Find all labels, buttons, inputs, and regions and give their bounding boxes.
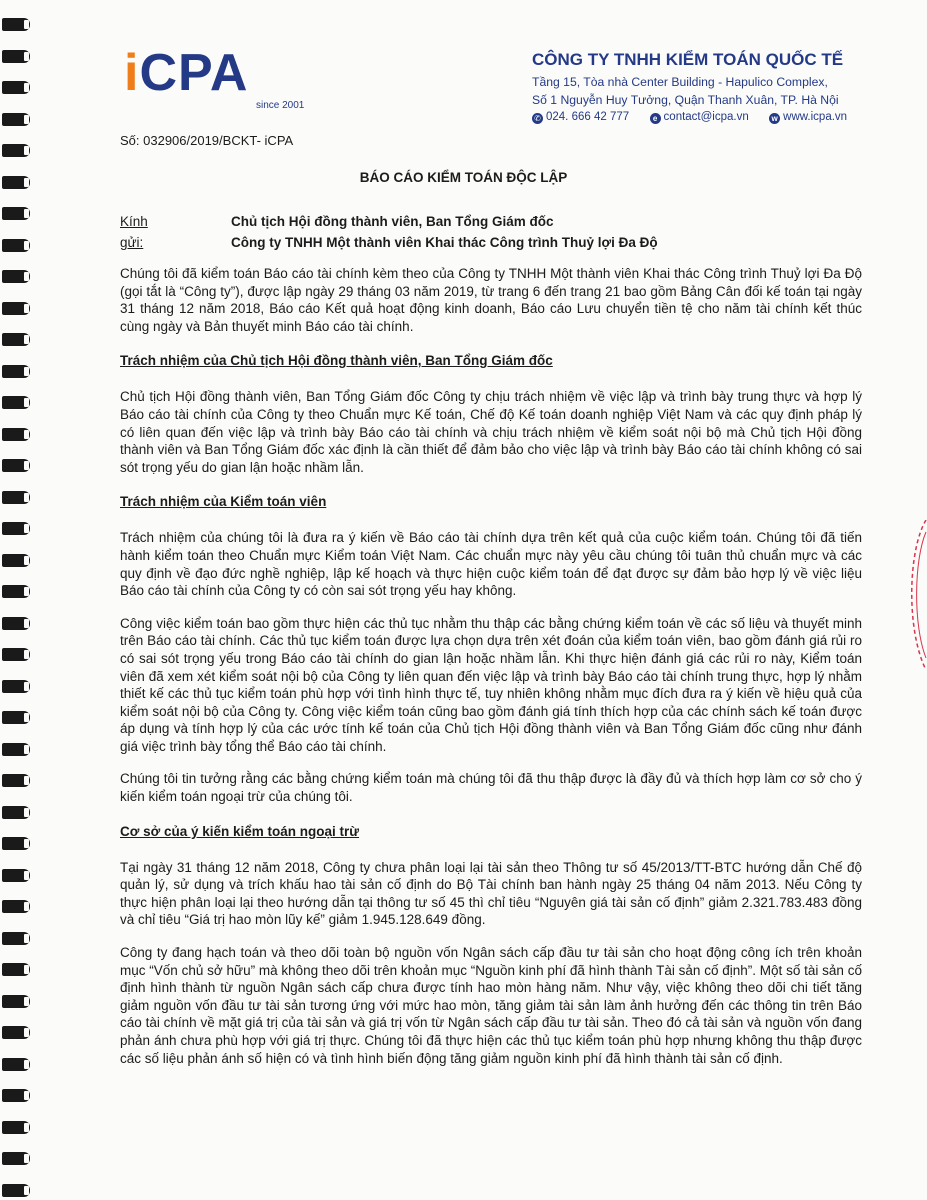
binding-ring bbox=[2, 554, 30, 567]
binding-ring bbox=[2, 1089, 30, 1102]
binding-ring bbox=[2, 1026, 30, 1039]
binding-ring bbox=[2, 1184, 30, 1197]
section-heading-auditor-responsibility: Trách nhiệm của Kiểm toán viên bbox=[120, 494, 327, 510]
binding-ring bbox=[2, 837, 30, 850]
addressee-line-2: Công ty TNHH Một thành viên Khai thác Công trình Thuỷ lợi Đa Độ bbox=[231, 235, 658, 250]
binding-ring bbox=[2, 207, 30, 220]
phone-icon: ✆ bbox=[532, 113, 543, 124]
addressee-label: Kính gửi: bbox=[120, 214, 148, 250]
qualified-opinion-basis-paragraph-2: Công ty đang hạch toán và theo dõi toàn bộ nguồn vốn Ngân sách cấp đầu tư tài sản cho hoạt động công ích trên khoản mục “Vốn chủ sở hữu” mà không theo dõi trên khoản mục “Nguồn kinh phí đã hình thành Tài sản cố định”. Một số tài sản cố định hình thành từ nguồn Ngân sách cấp chưa được tính hao mòn hàng năm. Như vậy, việc không theo dõi chi tiết tăng giảm nguồn vốn đầu tư tài sản tương ứng với mức hao mòn, tăng giảm tài sản làm ảnh hưởng đến các thông tin trên Báo cáo tài chính về mặt giá trị của tài sản và giá trị vốn từ Ngân sách cấp đầu tư tài sản. Theo đó cả tài sản và nguồn vốn đang phản ánh chưa phù hợp với giá trị thực. Chúng tôi đã thực hiện các thủ tục kiểm toán phù hợp nhưng không thu thập được các số liệu phản ánh số hiện có và tình hình biến động tăng giảm nguồn kinh phí đã hình thành tài sản cố định. bbox=[120, 945, 862, 1066]
contact-row bbox=[532, 111, 882, 124]
binding-ring bbox=[2, 932, 30, 945]
icpa-logo bbox=[124, 44, 314, 114]
binding-ring bbox=[2, 1152, 30, 1165]
email-address: contact@icpa.vn bbox=[663, 111, 749, 123]
logo-since: since 2001 bbox=[256, 100, 305, 111]
company-name: CÔNG TY TNHH KIỂM TOÁN QUỐC TẾ bbox=[532, 50, 844, 69]
red-seal-stamp bbox=[906, 520, 927, 670]
report-body bbox=[120, 265, 862, 1082]
phone-number: 024. 666 42 777 bbox=[546, 111, 630, 123]
binding-ring bbox=[2, 365, 30, 378]
binding-ring bbox=[2, 995, 30, 1008]
intro-paragraph: Chúng tôi đã kiểm toán Báo cáo tài chính kèm theo của Công ty TNHH Một thành viên Khai thác Công trình Thuỷ lợi Đa Độ (gọi tắt là “Công ty”), được lập ngày 29 tháng 03 năm 2019, từ trang 6 đến trang 21 bao gồm Bảng Cân đối kế toán tại ngày 31 tháng 12 năm 2018, Báo cáo Kết quả hoạt động kinh doanh, Báo cáo Lưu chuyển tiền tệ cho năm tài chính kết thúc cùng ngày và Bản thuyết minh Báo cáo tài chính. bbox=[120, 266, 862, 334]
binding-ring bbox=[2, 50, 30, 63]
binding-ring bbox=[2, 774, 30, 787]
binding-ring bbox=[2, 617, 30, 630]
binding-ring bbox=[2, 963, 30, 976]
addressee-line-1: Chủ tịch Hội đồng thành viên, Ban Tổng Giám đốc bbox=[231, 214, 554, 229]
binding-ring bbox=[2, 680, 30, 693]
company-address bbox=[532, 73, 882, 109]
website: www.icpa.vn bbox=[783, 111, 848, 123]
binding-ring bbox=[2, 1058, 30, 1071]
binding-ring bbox=[2, 428, 30, 441]
binding-ring bbox=[2, 648, 30, 661]
addressee-recipients bbox=[231, 211, 658, 253]
section-heading-management-responsibility: Trách nhiệm của Chủ tịch Hội đồng thành viên, Ban Tổng Giám đốc bbox=[120, 353, 553, 369]
auditor-responsibility-paragraph-1: Trách nhiệm của chúng tôi là đưa ra ý kiến về Báo cáo tài chính dựa trên kết quả của cuộc kiểm toán. Chúng tôi đã tiến hành kiểm toán theo Chuẩn mực Kiểm toán Việt Nam. Các chuẩn mực này yêu cầu chúng tôi tuân thủ chuẩn mực và các quy định về đạo đức nghề nghiệp, lập kế hoạch và thực hiện cuộc kiểm toán để đạt được sự đảm bảo hợp lý về việc liệu Báo cáo tài chính của Công ty có còn sai sót trọng yếu hay không. bbox=[120, 530, 862, 599]
auditor-responsibility-paragraph-2: Công việc kiểm toán bao gồm thực hiện các thủ tục nhằm thu thập các bằng chứng kiểm toán về các số liệu và thuyết minh trên Báo cáo tài chính. Các thủ tục kiểm toán được lựa chọn dựa trên xét đoán của kiểm toán viên, bao gồm đánh giá rủi ro có sai sót trọng yếu trong Báo cáo tài chính do gian lận hoặc nhầm lẫn. Khi thực hiện đánh giá các rủi ro này, Kiểm toán viên đã xem xét kiểm soát nội bộ của Công ty liên quan đến việc lập và trình bày Báo cáo tài chính trung thực, hợp lý nhằm thiết kế các thủ tục kiểm toán phù hợp với tình hình thực tế, tuy nhiên không nhằm mục đích đưa ra ý kiến về hiệu quả của kiểm soát nội bộ của Công ty. Công việc kiểm toán cũng bao gồm đánh giá tính thích hợp của các chính sách kế toán được áp dụng và tính hợp lý của các ước tính kế toán của Chủ tịch Hội đồng thành viên và Ban Tổng Giám đốc cũng như đánh giá việc trình bày tổng thể Báo cáo tài chính. bbox=[120, 615, 862, 754]
binding-ring bbox=[2, 81, 30, 94]
web-icon: w bbox=[769, 113, 780, 124]
page-title: BÁO CÁO KIỂM TOÁN ĐỘC LẬP bbox=[359, 170, 568, 185]
binding-ring bbox=[2, 1121, 30, 1134]
binding-ring bbox=[2, 900, 30, 913]
binding-ring bbox=[2, 18, 30, 31]
company-header bbox=[532, 50, 882, 124]
binding-ring bbox=[2, 113, 30, 126]
address-line-2: Số 1 Nguyễn Huy Tưởng, Quận Thanh Xuân, TP. Hà Nội bbox=[532, 93, 839, 107]
binding-ring bbox=[2, 270, 30, 283]
reference-number: Số: 032906/2019/BCKT- iCPA bbox=[120, 133, 294, 148]
logo-wordmark: iCPA bbox=[124, 44, 249, 102]
auditor-responsibility-paragraph-3: Chúng tôi tin tưởng rằng các bằng chứng kiểm toán mà chúng tôi đã thu thập được là đầy đủ và thích hợp làm cơ sở cho ý kiến kiểm toán ngoại trừ của chúng tôi. bbox=[120, 771, 862, 805]
management-responsibility-paragraph: Chủ tịch Hội đồng thành viên, Ban Tổng Giám đốc Công ty chịu trách nhiệm về việc lập và trình bày trung thực và hợp lý Báo cáo tài chính của Công ty theo Chuẩn mực Kế toán, Chế độ Kế toán doanh nghiệp Việt Nam và các quy định pháp lý có liên quan đến việc lập và trình bày Báo cáo tài chính và chịu trách nhiệm về kiểm soát nội bộ mà Chủ tịch Hội đồng thành viên và Ban Tổng Giám đốc xác định là cần thiết để đảm bảo cho việc lập và trình bày Báo cáo tài chính không có sai sót trọng yếu do gian lận hoặc nhầm lẫn. bbox=[120, 389, 862, 475]
address-line-1: Tầng 15, Tòa nhà Center Building - Hapulico Complex, bbox=[532, 75, 828, 89]
binding-ring bbox=[2, 711, 30, 724]
binding-ring bbox=[2, 522, 30, 535]
binding-ring bbox=[2, 869, 30, 882]
binding-ring bbox=[2, 491, 30, 504]
binding-ring bbox=[2, 459, 30, 472]
binding-ring bbox=[2, 302, 30, 315]
binding-ring bbox=[2, 239, 30, 252]
binding-ring bbox=[2, 396, 30, 409]
binding-ring bbox=[2, 585, 30, 598]
binding-ring bbox=[2, 333, 30, 346]
binding-ring bbox=[2, 144, 30, 157]
binding-ring bbox=[2, 743, 30, 756]
qualified-opinion-basis-paragraph-1: Tại ngày 31 tháng 12 năm 2018, Công ty chưa phân loại lại tài sản theo Thông tư số 45/2013/TT-BTC hướng dẫn Chế độ quản lý, sử dụng và trích khấu hao tài sản cố định do Bộ Tài chính ban hành ngày 25 tháng 04 năm 2013. Nếu Công ty thực hiện phân loại lại theo hướng dẫn tại thông tư số 45 thì chỉ tiêu “Nguyên giá tài sản cố định” giảm 2.321.783.483 đồng và chỉ tiêu “Giá trị hao mòn lũy kế” giảm 1.945.128.649 đồng. bbox=[120, 859, 862, 928]
section-heading-qualified-opinion-basis: Cơ sở của ý kiến kiểm toán ngoại trừ bbox=[120, 823, 360, 839]
email-icon: e bbox=[650, 113, 661, 124]
binding-ring bbox=[2, 806, 30, 819]
